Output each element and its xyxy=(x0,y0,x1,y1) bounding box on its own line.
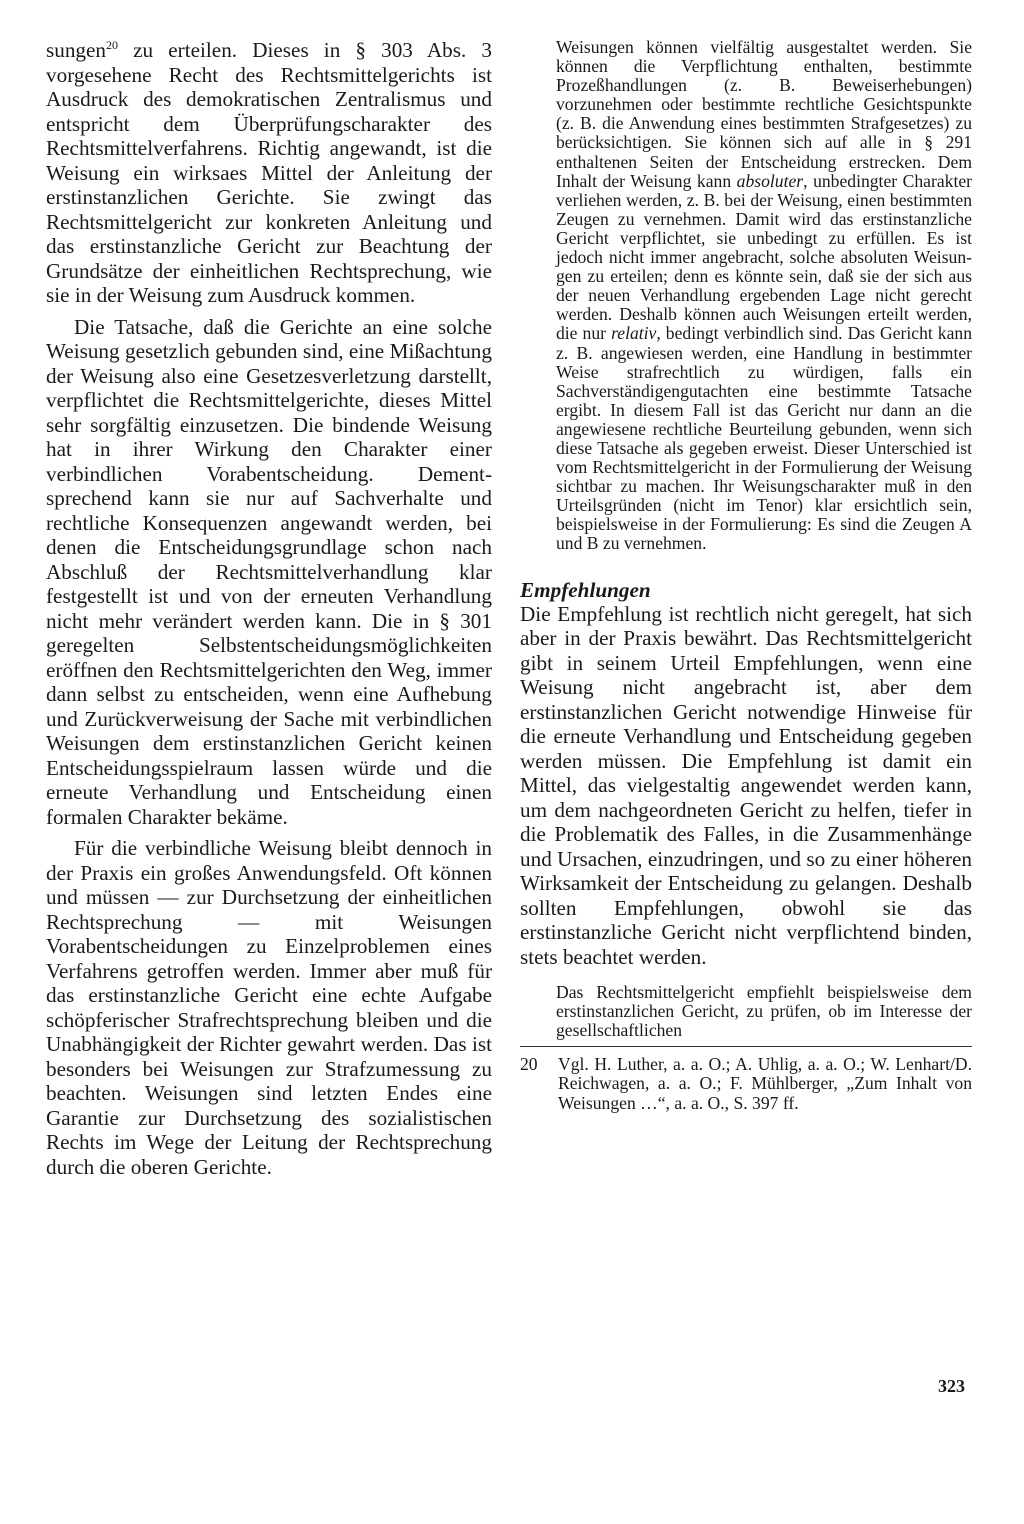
paragraph-instruction-types xyxy=(556,38,972,554)
footnote-divider xyxy=(520,1046,972,1047)
footnote-reference: 20 xyxy=(106,37,119,52)
footnote-number: 20 xyxy=(520,1054,538,1075)
text-run: Weisungen können vielfältig ausgestaltet werden. Sie können die Verpflichtung enthalten, bestimmte Prozeßhandlungen (z. B. Beweiserhebungen) vorzunehmen oder bestimmte rechtliche Gesichtspunkte (z. B. die Anwendung eines bestimmten Strafgesetzes) zu berücksichtigen. Sie können sich auf alle in § 291 enthaltenen Seiten der Entscheidung erstrecken. Dem Inhalt der Weisung kann xyxy=(556,37,972,191)
right-column xyxy=(520,38,972,1113)
paragraph-application-field: Für die verbindliche Weisung bleibt dennoch in der Praxis ein großes Anwendungsfeld. Oft können und müssen — zur Durchsetzung der einheitlichen Rechtsprechung — mit Weisungen Vorabentscheidungen zu Einzelproblemen eines Verfahrens getroffen werden. Immer aber muß für das erstinstanzliche Gericht eine echte Aufgabe schöpferischer Strafrechtsprechung bleiben und die Unabhängigkeit der Richter gewahrt werden. Das ist besonders bei Weisungen zur Strafzumessung zu beachten. Weisungen sind letzten Endes eine Garantie zur Durchsetzung des sozialistischen Rechts im Wege der Leitung der Rechtsprechung durch die oberen Gerichte. xyxy=(46,836,492,1179)
paragraph-example: Das Rechtsmittelgericht empfiehlt beispielsweise dem erstinstanzlichen Gericht, zu prüfen, ob im Interesse der gesellschaftlichen xyxy=(556,982,972,1041)
emphasis-absolute: absoluter xyxy=(736,170,804,191)
section-heading: Empfehlungen xyxy=(520,577,651,602)
page-number: 323 xyxy=(938,1376,965,1396)
text-run: sungen xyxy=(46,38,107,62)
paragraph-binding-instructions: Die Tatsache, daß die Gerichte an eine solche Weisung gesetzlich gebunden sind, eine Mißachtung der Weisung also eine Gesetzesverletzung darstellt, verpflichtet die Rechtsmittelgerichte, dieses Mittel sehr sorgfältig einzusetzen. Die bindende Weisung hat in ihrer Wirkung den Charakter einer verbindlichen Vorabentscheidung. Dementsprechend kann sie nur auf Sachverhalte und rechtliche Konsequenzen angewandt werden, bei denen die Entscheidungsgrundlage schon nach Abschluß der Rechtsmittelverhandlung klar festgestellt ist und von der erneuten Verhandlung nicht mehr verändert werden kann. Die in § 301 geregelten Selbstentscheidungsmöglichkeiten eröffnen den Rechtsmittelgerichten den Weg, immer dann selbst zu entscheiden, wenn eine Aufhebung und Zurückverweisung der Sache mit verbindlichen Weisungen dem erstinstanzlichen Gericht keinen Entscheidungsspielraum lassen würde und die erneute Verhandlung und Entscheidung einen formalen Charakter bekäme. xyxy=(46,314,492,829)
text-run: , unbedingter Charakter verliehen werden, z. B. bei der Weisung, einen bestimmten Zeugen zu vernehmen. Damit wird das erstinstanzliche Gericht verpflichtet, sie unbedingt zu erfüllen. Es ist jedoch nicht immer angebracht, solche absoluten Weisungen zu erteilen; denn es könnte sein, daß sie der sich aus der neuen Verhandlung ergebenden Lage nicht gerecht werden. Deshalb können auch Weisungen erteilt werden, die nur xyxy=(556,170,973,344)
footnote-text: Vgl. H. Luther, a. a. O.; A. Uhlig, a. a. O.; W. Lenhart/D. Reichwagen, a. a. O.; F. Mühlberger, „Zum Inhalt von Weisungen …“, a. a. O., S. 397 ff. xyxy=(558,1054,972,1113)
paragraph-recommendations: Die Empfehlung ist rechtlich nicht geregelt, hat sich aber in der Praxis bewährt. Das Rechtsmittelgericht gibt in seinem Urteil Empfehlungen, wenn eine Weisung nicht angebracht ist, aber dem erstinstanzlichen Gericht notwendige Hinweise für die erneute Verhandlung und Entscheidung gegeben werden müssen. Die Empfehlung ist damit ein Mittel, das vielgestaltig angewendet werden kann, um dem nachgeordneten Gericht zu helfen, tiefer in die Problematik des Falles, in die Zusammenhänge und Ursachen, einzudringen, und so zu einer höheren Wirksamkeit der Entscheidung zu gelangen. Deshalb sollten Empfehlungen, obwohl sie das erstinstanzliche Gericht nicht verpflichtend binden, stets beachtet werden. xyxy=(520,601,972,969)
text-run: , bedingt verbindlich sind. Das Gericht kann z. B. angewiesen werden, eine Handlung in bestimmter Weise strafrechtlich zu würdigen, falls ein Sachverständigengutachten eine bestimmte Tatsache ergibt. In diesem Fall ist das Gericht nur dann an die angewiesene rechtliche Beurteilung gebunden, wenn sich diese Tatsache als gegeben erweist. Dieser Unterschied ist vom Rechtsmittelgericht in der Formulierung der Weisung sichtbar zu machen. Ihr Weisungscharakter muß in den Urteilsgründen (nicht im Tenor) klar ersichtlich sein, beispielsweise in der Formulierung: Es sind die Zeugen A und B zu vernehmen. xyxy=(556,323,973,554)
paragraph-instructions-intro xyxy=(46,38,492,308)
text-run: zu erteilen. Dieses in § 303 Abs. 3 vorgesehene Recht des Rechtsmittelgerichts ist Ausdruck des demokratischen Zentralismus und entspricht dem Überprüfungscharakter des Rechtsmittelverfahrens. Richtig angewandt, ist die Weisung ein wirksaes Mittel der Anleitung der erstinstanzlichen Gerichte. Sie zwingt das Rechtsmittelgericht zur konkreten Anleitung und das erstinstanzliche Gericht zur Beachtung der Grundsätze der einheitlichen Rechtsprechung, wie sie in der Weisung zum Ausdruck kommen. xyxy=(46,38,492,307)
footnote xyxy=(520,1055,972,1112)
left-column xyxy=(46,38,492,1179)
emphasis-relative: relativ xyxy=(611,323,657,344)
